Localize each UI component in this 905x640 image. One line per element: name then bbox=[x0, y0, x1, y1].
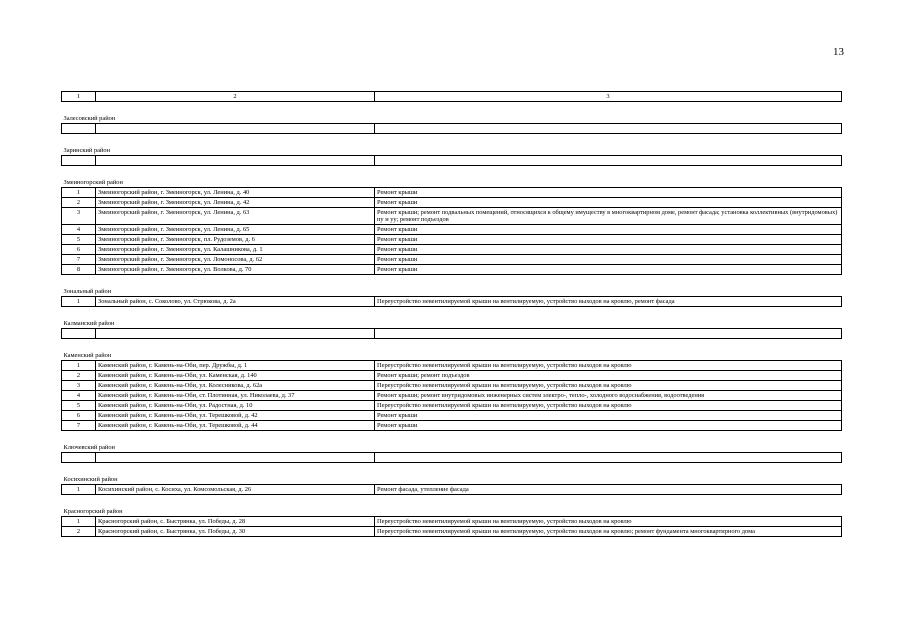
region-title: Залесовский район bbox=[62, 102, 842, 124]
region-row bbox=[62, 307, 842, 329]
page-number: 13 bbox=[833, 46, 844, 58]
region-row bbox=[62, 275, 842, 297]
table-row bbox=[62, 361, 842, 371]
row-address: Змеиногорский район, г. Змеиногорск, ул. Ломоносова, д. 62 bbox=[96, 255, 375, 265]
empty-cell bbox=[62, 453, 96, 463]
row-address: Каменский район, г. Камень-на-Оби, ул. Колесникова, д. 62а bbox=[96, 381, 375, 391]
region-title: Змеиногорский район bbox=[62, 166, 842, 188]
row-number: 2 bbox=[62, 527, 96, 537]
row-address: Каменский район, г. Камень-на-Оби, ул. Каменская, д. 140 bbox=[96, 371, 375, 381]
row-address: Змеиногорский район, г. Змеиногорск, ул. Калашникова, д. 1 bbox=[96, 245, 375, 255]
row-number: 1 bbox=[62, 485, 96, 495]
row-address: Змеиногорский район, г. Змеиногорск, ул. Ленина, д. 63 bbox=[96, 208, 375, 225]
row-number: 2 bbox=[62, 198, 96, 208]
empty-row bbox=[62, 453, 842, 463]
row-number: 3 bbox=[62, 381, 96, 391]
row-work-type: Ремонт крыши bbox=[375, 188, 842, 198]
region-row bbox=[62, 339, 842, 361]
table-row bbox=[62, 401, 842, 411]
table-row bbox=[62, 411, 842, 421]
row-number: 7 bbox=[62, 421, 96, 431]
repair-table-body bbox=[62, 92, 842, 537]
region-title: Ключевский район bbox=[62, 431, 842, 453]
row-number: 2 bbox=[62, 371, 96, 381]
row-address: Каменский район, г. Камень-на-Оби, пер. Дружбы, д. 1 bbox=[96, 361, 375, 371]
table-row bbox=[62, 297, 842, 307]
row-work-type: Переустройство невентилируемой крыши на вентилируемую, устройство выходов на кровлю bbox=[375, 381, 842, 391]
row-number: 1 bbox=[62, 188, 96, 198]
row-work-type: Ремонт крыши; ремонт подвальных помещений, относящихся к общему имуществу в многоквартирном доме, ремонт фасада; установка коллективных (внутридомовых) пу и уу; ремонт подъездов bbox=[375, 208, 842, 225]
row-number: 5 bbox=[62, 235, 96, 245]
table-row bbox=[62, 381, 842, 391]
row-work-type: Переустройство невентилируемой крыши на вентилируемую, устройство выходов на кровлю, ремонт фасада bbox=[375, 297, 842, 307]
table-row bbox=[62, 371, 842, 381]
table-row bbox=[62, 198, 842, 208]
row-address: Змеиногорский район, г. Змеиногорск, ул. Ленина, д. 40 bbox=[96, 188, 375, 198]
table-row bbox=[62, 517, 842, 527]
row-work-type: Ремонт фасада, утепление фасада bbox=[375, 485, 842, 495]
row-number: 1 bbox=[62, 361, 96, 371]
column-header: 1 bbox=[62, 92, 96, 102]
row-address: Змеиногорский район, г. Змеиногорск, ул. Ленина, д. 65 bbox=[96, 225, 375, 235]
row-number: 3 bbox=[62, 208, 96, 225]
row-address: Косихинский район, с. Косиха, ул. Комсомольская, д. 26 bbox=[96, 485, 375, 495]
table-row bbox=[62, 245, 842, 255]
row-work-type: Ремонт крыши bbox=[375, 198, 842, 208]
row-address: Змеиногорский район, г. Змеиногорск, ул. Ленина, д. 42 bbox=[96, 198, 375, 208]
row-work-type: Ремонт крыши bbox=[375, 245, 842, 255]
region-row bbox=[62, 166, 842, 188]
row-work-type: Ремонт крыши bbox=[375, 235, 842, 245]
row-work-type: Ремонт крыши bbox=[375, 421, 842, 431]
empty-cell bbox=[375, 156, 842, 166]
table-row bbox=[62, 391, 842, 401]
row-number: 4 bbox=[62, 225, 96, 235]
table-row bbox=[62, 225, 842, 235]
table-row bbox=[62, 208, 842, 225]
row-address: Красногорский район, с. Быстрянка, ул. Победы, д. 28 bbox=[96, 517, 375, 527]
empty-cell bbox=[62, 156, 96, 166]
empty-cell bbox=[375, 453, 842, 463]
empty-cell bbox=[375, 124, 842, 134]
empty-cell bbox=[375, 329, 842, 339]
row-address: Змеиногорский район, г. Змеиногорск, пл. Рудоземов, д. 6 bbox=[96, 235, 375, 245]
region-row bbox=[62, 495, 842, 517]
row-number: 5 bbox=[62, 401, 96, 411]
table-row bbox=[62, 485, 842, 495]
empty-cell bbox=[96, 453, 375, 463]
region-title: Красногорский район bbox=[62, 495, 842, 517]
region-row bbox=[62, 102, 842, 124]
table-row bbox=[62, 421, 842, 431]
row-work-type: Ремонт крыши; ремонт внутридомовых инженерных систем электро-, тепло-, холодного водоснабжения, водоотведения bbox=[375, 391, 842, 401]
table-row bbox=[62, 527, 842, 537]
row-work-type: Ремонт крыши bbox=[375, 265, 842, 275]
row-number: 1 bbox=[62, 297, 96, 307]
row-number: 7 bbox=[62, 255, 96, 265]
row-address: Каменский район, г. Камень-на-Оби, ул. Радостная, д. 10 bbox=[96, 401, 375, 411]
empty-cell bbox=[96, 124, 375, 134]
row-address: Каменский район, г. Камень-на-Оби, ул. Терешковой, д. 44 bbox=[96, 421, 375, 431]
empty-row bbox=[62, 124, 842, 134]
repair-table bbox=[61, 91, 842, 537]
column-header: 3 bbox=[375, 92, 842, 102]
row-work-type: Ремонт крыши; ремонт подъездов bbox=[375, 371, 842, 381]
region-row bbox=[62, 431, 842, 453]
region-row bbox=[62, 463, 842, 485]
row-address: Зональный район, с. Соколово, ул. Стрюкова, д. 2а bbox=[96, 297, 375, 307]
region-title: Зональный район bbox=[62, 275, 842, 297]
row-address: Каменский район, г. Камень-на-Оби, ул. Терешковой, д. 42 bbox=[96, 411, 375, 421]
table-row bbox=[62, 188, 842, 198]
row-work-type: Переустройство невентилируемой крыши на вентилируемую, устройство выходов на кровлю; ремонт фундамента многоквартирного дома bbox=[375, 527, 842, 537]
row-number: 4 bbox=[62, 391, 96, 401]
row-work-type: Переустройство невентилируемой крыши на вентилируемую, устройство выходов на кровлю bbox=[375, 361, 842, 371]
table-row bbox=[62, 265, 842, 275]
empty-cell bbox=[62, 329, 96, 339]
row-number: 6 bbox=[62, 411, 96, 421]
region-title: Каменский район bbox=[62, 339, 842, 361]
row-number: 1 bbox=[62, 517, 96, 527]
empty-cell bbox=[96, 329, 375, 339]
row-address: Каменский район, г. Камень-на-Оби, ст. Плотинная, ул. Николаева, д. 37 bbox=[96, 391, 375, 401]
row-number: 6 bbox=[62, 245, 96, 255]
header-row bbox=[62, 92, 842, 102]
empty-row bbox=[62, 329, 842, 339]
empty-cell bbox=[96, 156, 375, 166]
row-work-type: Переустройство невентилируемой крыши на вентилируемую, устройство выходов на кровлю bbox=[375, 401, 842, 411]
row-number: 8 bbox=[62, 265, 96, 275]
empty-cell bbox=[62, 124, 96, 134]
row-work-type: Переустройство невентилируемой крыши на вентилируемую, устройство выходов на кровлю bbox=[375, 517, 842, 527]
empty-row bbox=[62, 156, 842, 166]
table-row bbox=[62, 235, 842, 245]
table-row bbox=[62, 255, 842, 265]
region-title: Калманский район bbox=[62, 307, 842, 329]
region-title: Косихинский район bbox=[62, 463, 842, 485]
row-work-type: Ремонт крыши bbox=[375, 411, 842, 421]
row-address: Красногорский район, с. Быстрянка, ул. Победы, д. 30 bbox=[96, 527, 375, 537]
region-row bbox=[62, 134, 842, 156]
row-address: Змеиногорский район, г. Змеиногорск, ул. Волкова, д. 70 bbox=[96, 265, 375, 275]
row-work-type: Ремонт крыши bbox=[375, 225, 842, 235]
region-title: Заринский район bbox=[62, 134, 842, 156]
row-work-type: Ремонт крыши bbox=[375, 255, 842, 265]
column-header: 2 bbox=[96, 92, 375, 102]
